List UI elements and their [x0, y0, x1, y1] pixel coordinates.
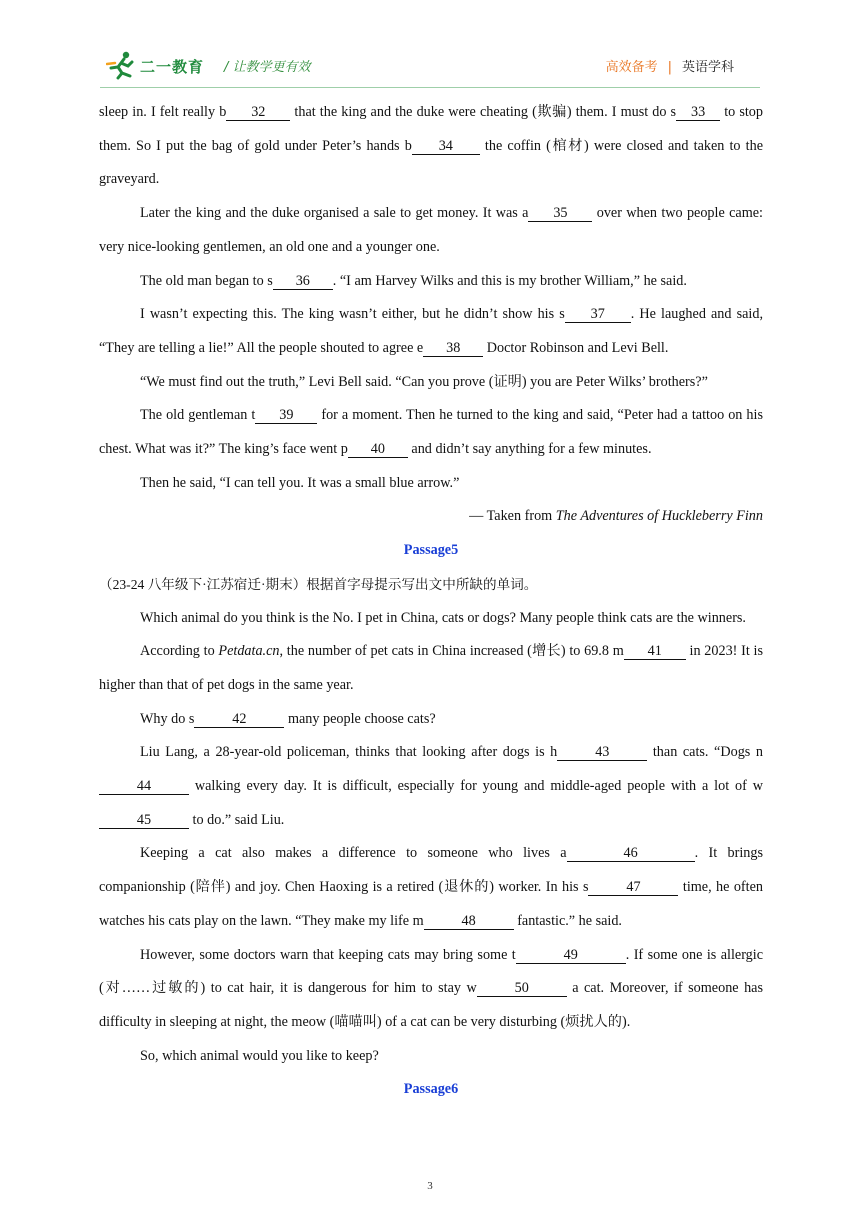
paragraph: I wasn’t expecting this. The king wasn’t either, but he didn’t show his s 37 . He laughed and said, “They are telling a lie!” All the people shouted to agree e 38 Doctor Robinson and Levi Bell. [99, 306, 763, 356]
runner-icon [106, 50, 140, 80]
blank-38[interactable]: 38 [423, 340, 483, 357]
blank-47[interactable]: 47 [588, 879, 678, 896]
blank-40[interactable]: 40 [348, 441, 408, 458]
paragraph: The old man began to s 36 . “I am Harvey Wilks and this is my brother William,” he said. [140, 272, 687, 289]
header-right [606, 56, 734, 75]
paragraph: However, some doctors warn that keeping cats may bring some t 49 . If some one is allergic (对……过敏的) to cat hair, it is dangerous for him to stay w 50 a cat. Moreover, if someone has difficulty in sleeping at night, the meow (喵喵叫) of a cat can be very disturbing (烦扰人的). [99, 946, 763, 1030]
blank-33[interactable]: 33 [676, 104, 720, 121]
blank-35[interactable]: 35 [528, 205, 592, 222]
paragraph: Liu Lang, a 28-year-old policeman, thinks that looking after dogs is h 43 than cats. “Dogs n44 walking every day. It is difficult, especially for young and middle-aged people with a lot of w45 to do.” said Liu. [99, 736, 763, 837]
blank-49[interactable]: 49 [516, 947, 626, 964]
source-attribution: — Taken from The Adventures of Huckleberry Finn [469, 508, 763, 525]
brand-name: 二一教育 [140, 58, 205, 76]
document-body [99, 96, 763, 1107]
page-header [100, 46, 760, 88]
header-separator: | [667, 60, 672, 75]
passage-title: Passage5 [403, 542, 459, 559]
instruction: （23-24 八年级下·江苏宿迁·期末）根据首字母提示写出文中所缺的单词。 [99, 576, 538, 592]
book-title: The Adventures of Huckleberry Finn [555, 508, 763, 525]
header-exam-label: 高效备考 [605, 60, 658, 75]
blank-42[interactable]: 42 [194, 711, 284, 728]
blank-50[interactable]: 50 [477, 980, 567, 997]
paragraph: According to Petdata.cn, the number of pet cats in China increased (增长) to 69.8 m 41 in 2023! It is higher than that of pet dogs in the same year. [99, 643, 764, 693]
header-subject: 英语学科 [681, 60, 734, 75]
brand-logo [106, 50, 216, 80]
paragraph: The old gentleman t 39 for a moment. Then he turned to the king and said, “Peter had a tattoo on his chest. What was it?” The king’s face went p 40 and didn’t say anything for a few minutes. [99, 407, 763, 458]
paragraph: Keeping a cat also makes a difference to someone who lives a 46 . It brings companionship (陪伴) and joy. Chen Haoxing is a retired (退休的) worker. In his s 47 time, he often watches his cats play on the lawn. “They make my life m 48 fantastic.” he said. [99, 845, 763, 929]
blank-48[interactable]: 48 [424, 913, 514, 930]
header-divider [100, 87, 760, 88]
blank-39[interactable]: 39 [255, 407, 317, 424]
blank-44[interactable]: 44 [99, 778, 189, 795]
passage-title: Passage6 [403, 1081, 459, 1098]
paragraph: So, which animal would you like to keep? [140, 1047, 379, 1064]
paragraph: Later the king and the duke organised a sale to get money. It was a 35 over when two people came: very nice-looking gentlemen, an old one and a younger one. [99, 205, 763, 255]
paragraph: Why do s 42 many people choose cats? [140, 710, 436, 727]
blank-41[interactable]: 41 [624, 643, 686, 660]
paragraph: sleep in. I felt really b 32 that the king and the duke were cheating (欺骗) them. I must do s 33 to stop them. So I put the bag of gold under Peter’s hands b 34 the coffin (棺材) were closed and taken to the graveyard. [99, 104, 763, 188]
blank-37[interactable]: 37 [565, 306, 631, 323]
paragraph: Then he said, “I can tell you. It was a small blue arrow.” [140, 474, 460, 491]
blank-36[interactable]: 36 [273, 273, 333, 290]
paragraph: Which animal do you think is the No. I pet in China, cats or dogs? Many people think cats are the winners. [140, 609, 746, 626]
blank-46[interactable]: 46 [567, 845, 695, 862]
paragraph: “We must find out the truth,” Levi Bell said. “Can you prove (证明) you are Peter Wilks’ brothers?” [140, 373, 708, 390]
header-slogan: / 让教学更有效 [224, 60, 311, 75]
blank-43[interactable]: 43 [557, 744, 647, 761]
blank-45[interactable]: 45 [99, 812, 189, 829]
blank-32[interactable]: 32 [226, 104, 290, 121]
blank-34[interactable]: 34 [412, 138, 480, 155]
page-number: 3 [427, 1180, 433, 1192]
website-name: Petdata.cn [218, 643, 280, 660]
